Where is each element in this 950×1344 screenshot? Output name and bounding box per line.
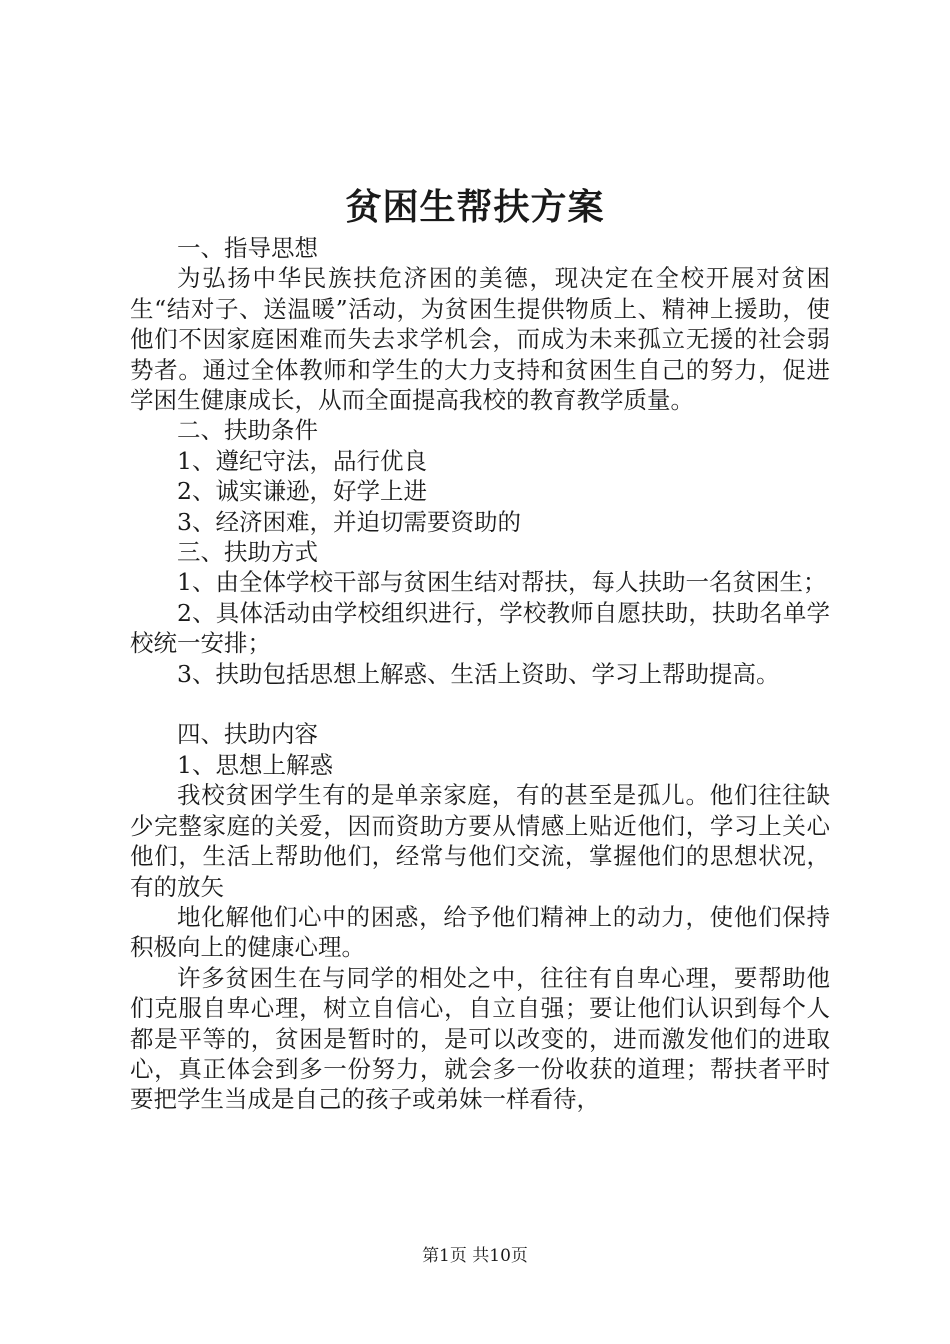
blank-line — [130, 689, 830, 719]
page-number-footer: 第1页 共10页 — [422, 1246, 528, 1266]
method-item-2: 2、具体活动由学校组织进行，学校教师自愿扶助，扶助名单学校统一安排； — [130, 598, 830, 658]
paragraph-guiding-thought: 为弘扬中华民族扶危济困的美德，现决定在全校开展对贫困生“结对子、送温暖”活动，为贫困生提供物质上、精神上援助，使他们不因家庭困难而失去求学机会，而成为未来孤立无援的社会弱势者。通过全体教师和学生的大力支持和贫困生自己的努力，促进学困生健康成长，从而全面提高我校的教育教学质量。 — [130, 264, 830, 415]
condition-item-1: 1、遵纪守法，品行优良 — [177, 446, 427, 475]
section-heading-conditions: 二、扶助条件 — [177, 416, 318, 445]
method-item-1: 1、由全体学校干部与贫困生结对帮扶，每人扶助一名贫困生； — [177, 568, 827, 597]
section-heading-guiding-thought: 一、指导思想 — [177, 234, 318, 262]
section-heading-methods: 三、扶助方式 — [177, 538, 318, 567]
condition-item-3: 3、经济困难，并迫切需要资助的 — [177, 507, 521, 536]
section-heading-content: 四、扶助内容 — [177, 720, 318, 749]
condition-item-2: 2、诚实谦逊，好学上进 — [177, 477, 427, 506]
subheading-ideological-help: 1、思想上解惑 — [177, 750, 333, 779]
method-item-3: 3、扶助包括思想上解惑、生活上资助、学习上帮助提高。 — [177, 659, 780, 688]
paragraph-ideological-help-2: 地化解他们心中的困惑，给予他们精神上的动力，使他们保持积极向上的健康心理。 — [130, 902, 830, 962]
document-body — [130, 233, 830, 1115]
document-title: 贫困生帮扶方案 — [345, 187, 605, 228]
paragraph-ideological-help-3: 许多贫困生在与同学的相处之中，往往有自卑心理，要帮助他们克服自卑心理，树立自信心，自立自强；要让他们认识到每个人都是平等的，贫困是暂时的，是可以改变的，进而激发他们的进取心，真正体会到多一份努力，就会多一份收获的道理；帮扶者平时要把学生当成是自己的孩子或弟妹一样看待， — [130, 963, 830, 1114]
paragraph-ideological-help-1: 我校贫困学生有的是单亲家庭，有的甚至是孤儿。他们往往缺少完整家庭的关爱，因而资助方要从情感上贴近他们，学习上关心他们，生活上帮助他们，经常与他们交流，掌握他们的思想状况，有的放矢 — [130, 781, 830, 901]
